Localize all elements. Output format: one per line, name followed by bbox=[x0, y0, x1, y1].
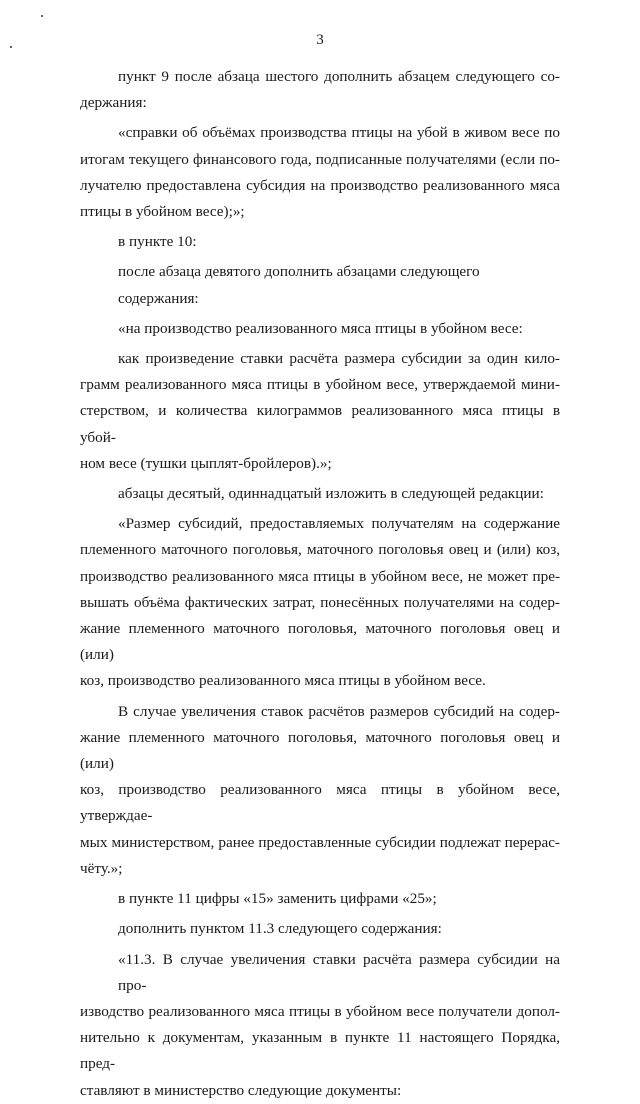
text-line: после абзаца девятого дополнить абзацами следующего содержания: bbox=[118, 263, 480, 307]
paragraph bbox=[80, 346, 560, 477]
text-line: вышать объёма фактических затрат, понесённых получателями на содер- bbox=[80, 593, 560, 611]
paragraph bbox=[80, 316, 560, 342]
text-line: «11.3. В случае увеличения ставки расчёта размера субсидии на про- bbox=[118, 950, 560, 994]
paragraph bbox=[80, 916, 560, 942]
page-number: 3 bbox=[316, 32, 324, 48]
text-line: племенного маточного поголовья, маточного поголовья овец и (или) коз, bbox=[80, 541, 560, 559]
text-line: в пункте 11 цифры «15» заменить цифрами «25»; bbox=[118, 890, 437, 908]
paragraph bbox=[80, 886, 560, 912]
text-line: грамм реализованного мяса птицы в убойном весе, утверждаемой мини- bbox=[80, 376, 560, 394]
paragraph bbox=[80, 120, 560, 225]
document-body bbox=[80, 64, 560, 1104]
text-line: итогам текущего финансового года, подписанные получателями (если по- bbox=[80, 150, 560, 168]
scan-mark bbox=[41, 15, 43, 17]
text-line: лучателю предоставлена субсидия на производство реализованного мяса bbox=[80, 176, 560, 194]
text-line: «Размер субсидий, предоставляемых получателям на содержание bbox=[118, 515, 560, 533]
text-line: производство реализованного мяса птицы в убойном весе, не может пре- bbox=[80, 567, 560, 585]
text-line: ставляют в министерство следующие документы: bbox=[80, 1081, 402, 1099]
paragraph bbox=[80, 511, 560, 694]
text-line: жание племенного маточного поголовья, маточного поголовья овец и (или) bbox=[80, 728, 560, 773]
text-line: жание племенного маточного поголовья, маточного поголовья овец и (или) bbox=[80, 620, 560, 664]
text-line: дополнить пунктом 11.3 следующего содержания: bbox=[118, 920, 442, 938]
text-line: в пункте 10: bbox=[118, 233, 197, 251]
text-line: ном весе (тушки цыплят-бройлеров).»; bbox=[80, 454, 332, 472]
text-line: изводство реализованного мяса птицы в убойном весе получатели допол- bbox=[80, 1002, 560, 1020]
text-line: как произведение ставки расчёта размера субсидии за один кило- bbox=[118, 350, 560, 368]
text-line: птицы в убойном весе);»; bbox=[80, 203, 245, 221]
paragraph bbox=[80, 947, 560, 1104]
text-line: «на производство реализованного мяса птицы в убойном весе: bbox=[118, 319, 523, 337]
paragraph bbox=[80, 259, 560, 311]
text-line: коз, производство реализованного мяса птицы в убойном весе. bbox=[80, 672, 486, 690]
text-line: стерством, и количества килограммов реализованного мяса птицы в убой- bbox=[80, 402, 560, 446]
paragraph bbox=[80, 229, 560, 255]
text-line: коз, производство реализованного мяса птицы в убойном весе, утверждае- bbox=[80, 781, 560, 825]
paragraph bbox=[80, 699, 560, 882]
text-line: «справки об объёмах производства птицы на убой в живом весе по bbox=[118, 124, 560, 142]
text-line: нительно к документам, указанным в пункте 11 настоящего Порядка, пред- bbox=[80, 1029, 560, 1073]
text-line: пункт 9 после абзаца шестого дополнить абзацем следующего со- bbox=[118, 68, 560, 85]
paragraph bbox=[80, 64, 560, 116]
text-line: мых министерством, ранее предоставленные субсидии подлежат перерас- bbox=[80, 833, 560, 851]
text-line: держания: bbox=[80, 94, 147, 112]
text-line: абзацы десятый, одиннадцатый изложить в следующей редакции: bbox=[118, 485, 544, 503]
paragraph bbox=[80, 481, 560, 507]
text-line: В случае увеличения ставок расчётов размеров субсидий на содер- bbox=[118, 702, 560, 720]
text-line: чёту.»; bbox=[80, 859, 123, 877]
